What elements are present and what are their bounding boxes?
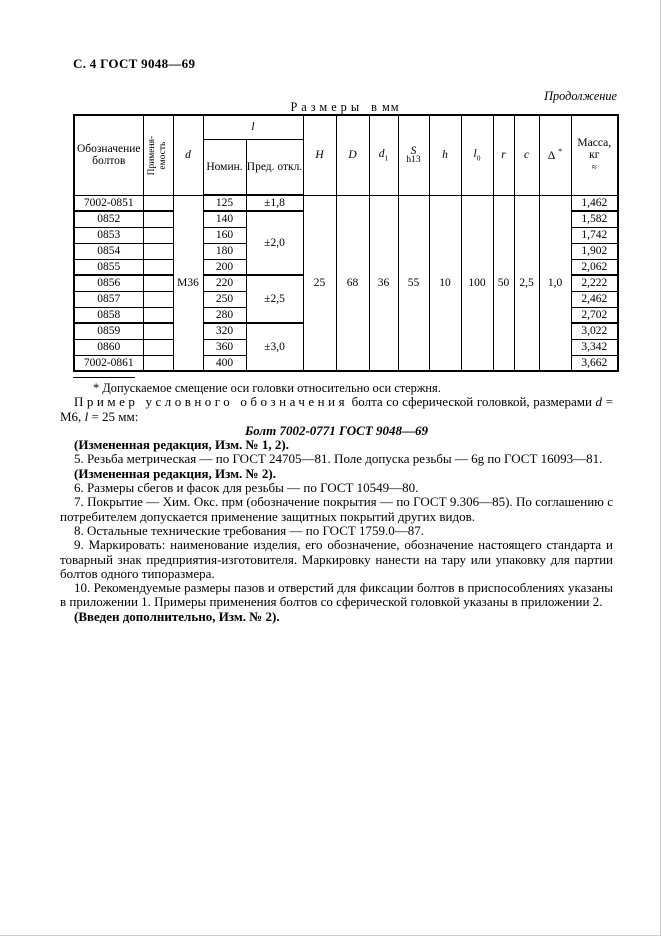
cell-mass: 3,662 <box>571 355 618 371</box>
col-header-mass <box>571 115 618 195</box>
col-header-d: d <box>173 115 203 195</box>
cell-designation: 0857 <box>74 291 143 307</box>
col-header-S <box>398 115 429 195</box>
dimensions-table <box>73 114 619 372</box>
col-header-mass-approx: ≈ <box>591 162 597 173</box>
col-header-d1-base: d <box>378 148 385 161</box>
footnote-rule <box>73 377 135 378</box>
cell-mass: 1,462 <box>571 195 618 211</box>
col-header-delta <box>539 115 571 195</box>
item-7: 7. Покрытие — Хим. Окс. прм (обозначение покрытия — по ГОСТ 9.306—85). По соглашению с потребителем допускается применение защитных покрытий других видов. <box>60 494 613 524</box>
cell-mass: 1,582 <box>571 211 618 227</box>
cell-mass: 2,062 <box>571 259 618 275</box>
page-header: С. 4 ГОСТ 9048—69 <box>73 56 196 71</box>
cell-applicability <box>143 291 173 307</box>
col-header-mass-line1: Масса, <box>577 136 612 149</box>
cell-l-nominal: 200 <box>203 259 246 275</box>
cell-r: 50 <box>493 195 514 371</box>
cell-applicability <box>143 307 173 323</box>
col-header-c: c <box>514 115 539 195</box>
col-header-l0 <box>461 115 493 195</box>
cell-l-nominal: 280 <box>203 307 246 323</box>
cell-l-nominal: 140 <box>203 211 246 227</box>
item-10: 10. Рекомендуемые размеры пазов и отверстий для фиксации болтов в приспособлениях указаны в приложении 1. Примеры применения болтов со сферической головкой указаны в приложении 2. <box>60 580 613 610</box>
cell-applicability <box>143 227 173 243</box>
cell-applicability <box>143 355 173 371</box>
cell-l-nominal: 250 <box>203 291 246 307</box>
col-header-h: h <box>429 115 461 195</box>
cell-designation: 0855 <box>74 259 143 275</box>
cell-designation: 0853 <box>74 227 143 243</box>
table-caption-unit: в мм <box>371 100 400 114</box>
col-header-d1-sub: 1 <box>384 153 389 163</box>
cell-applicability <box>143 275 173 291</box>
cell-applicability <box>143 211 173 227</box>
amendment-note-1: (Измененная редакция, Изм. № 1, 2). <box>74 437 289 453</box>
cell-l-nominal: 320 <box>203 323 246 339</box>
col-header-l-nominal: Номин. <box>203 139 246 195</box>
example-spaced-label: Пример условного обозначения <box>74 394 349 410</box>
cell-designation: 0858 <box>74 307 143 323</box>
continuation-label: Продолжение <box>544 89 617 103</box>
example-rest: болта со сферической головкой, размерами <box>348 394 596 410</box>
cell-mass: 2,702 <box>571 307 618 323</box>
table-caption <box>73 100 617 115</box>
col-header-applicability <box>143 115 173 195</box>
item-5: 5. Резьба метрическая — по ГОСТ 24705—81. Поле допуска резьбы — 6g по ГОСТ 16093—81. <box>74 451 603 467</box>
cell-designation: 0856 <box>74 275 143 291</box>
item-6: 6. Размеры сбегов и фасок для резьбы — по ГОСТ 10549—80. <box>74 480 419 496</box>
cell-mass: 1,902 <box>571 243 618 259</box>
item-9: 9. Маркировать: наименование изделия, его обозначение, обозначение настоящего стандарта и товарный знак предприятия-изготовителя. Маркировку нанести на тару или упаковку для партии болтов одного типоразмера. <box>60 537 613 581</box>
col-header-l-deviation: Пред. откл. <box>246 139 303 195</box>
cell-l-nominal: 125 <box>203 195 246 211</box>
dim-l-value: = 25 мм: <box>88 408 139 424</box>
col-header-S-tolerance: h13 <box>406 154 421 165</box>
example-designation: Болт 7002-0771 ГОСТ 9048—69 <box>245 422 428 438</box>
cell-d: М36 <box>173 195 203 371</box>
cell-applicability <box>143 323 173 339</box>
cell-c: 2,5 <box>514 195 539 371</box>
cell-H: 25 <box>303 195 336 371</box>
cell-mass: 1,742 <box>571 227 618 243</box>
dim-d-symbol: d <box>595 394 603 410</box>
col-header-designation: Обозначение болтов <box>74 115 143 195</box>
dim-l-symbol: l <box>84 408 89 424</box>
cell-designation: 0854 <box>74 243 143 259</box>
col-header-mass-line2: кг <box>589 148 600 161</box>
item-8: 8. Остальные технические требования — по ГОСТ 1759.0—87. <box>74 522 425 538</box>
col-header-D: D <box>336 115 369 195</box>
cell-applicability <box>143 259 173 275</box>
col-header-applicability-label: Применя-емость <box>147 135 169 176</box>
cell-mass: 3,022 <box>571 323 618 339</box>
cell-l-deviation: ±2,0 <box>246 211 303 275</box>
cell-l-deviation: ±3,0 <box>246 323 303 371</box>
cell-designation: 7002-0851 <box>74 195 143 211</box>
cell-applicability <box>143 195 173 211</box>
col-header-S-base: S <box>410 144 417 157</box>
cell-l0: 100 <box>461 195 493 371</box>
cell-applicability <box>143 243 173 259</box>
cell-designation: 0852 <box>74 211 143 227</box>
col-header-r: r <box>493 115 514 195</box>
cell-mass: 3,342 <box>571 339 618 355</box>
cell-l-nominal: 180 <box>203 243 246 259</box>
table-caption-spaced: Размеры <box>290 100 364 114</box>
table-row <box>74 195 618 211</box>
cell-applicability <box>143 339 173 355</box>
cell-designation: 0859 <box>74 323 143 339</box>
col-header-d1 <box>369 115 398 195</box>
amendment-note-2: (Измененная редакция, Изм. № 2). <box>74 465 276 481</box>
footnote-text: * Допускаемое смещение оси головки относительно оси стержня. <box>93 381 441 395</box>
cell-h: 10 <box>429 195 461 371</box>
col-header-delta-footnote-mark: * <box>558 147 563 157</box>
col-header-delta-base: Δ <box>547 150 556 163</box>
body-text <box>60 381 613 624</box>
cell-l-nominal: 360 <box>203 339 246 355</box>
col-header-l: l <box>203 115 303 139</box>
cell-designation: 7002-0861 <box>74 355 143 371</box>
cell-l-nominal: 220 <box>203 275 246 291</box>
cell-l-deviation: ±1,8 <box>246 195 303 211</box>
example-paragraph <box>60 395 613 424</box>
added-note: (Введен дополнительно, Изм. № 2). <box>74 608 280 624</box>
cell-designation: 0860 <box>74 339 143 355</box>
cell-mass: 2,462 <box>571 291 618 307</box>
col-header-l0-base: l <box>473 148 477 161</box>
cell-l-deviation: ±2,5 <box>246 275 303 323</box>
cell-S: 55 <box>398 195 429 371</box>
col-header-l0-sub: 0 <box>476 153 481 163</box>
cell-l-nominal: 160 <box>203 227 246 243</box>
cell-delta: 1,0 <box>539 195 571 371</box>
dim-d-value: = М6, <box>60 394 613 424</box>
cell-mass: 2,222 <box>571 275 618 291</box>
col-header-H: H <box>303 115 336 195</box>
cell-l-nominal: 400 <box>203 355 246 371</box>
cell-D: 68 <box>336 195 369 371</box>
table-header-row-1 <box>74 115 618 139</box>
cell-d1: 36 <box>369 195 398 371</box>
